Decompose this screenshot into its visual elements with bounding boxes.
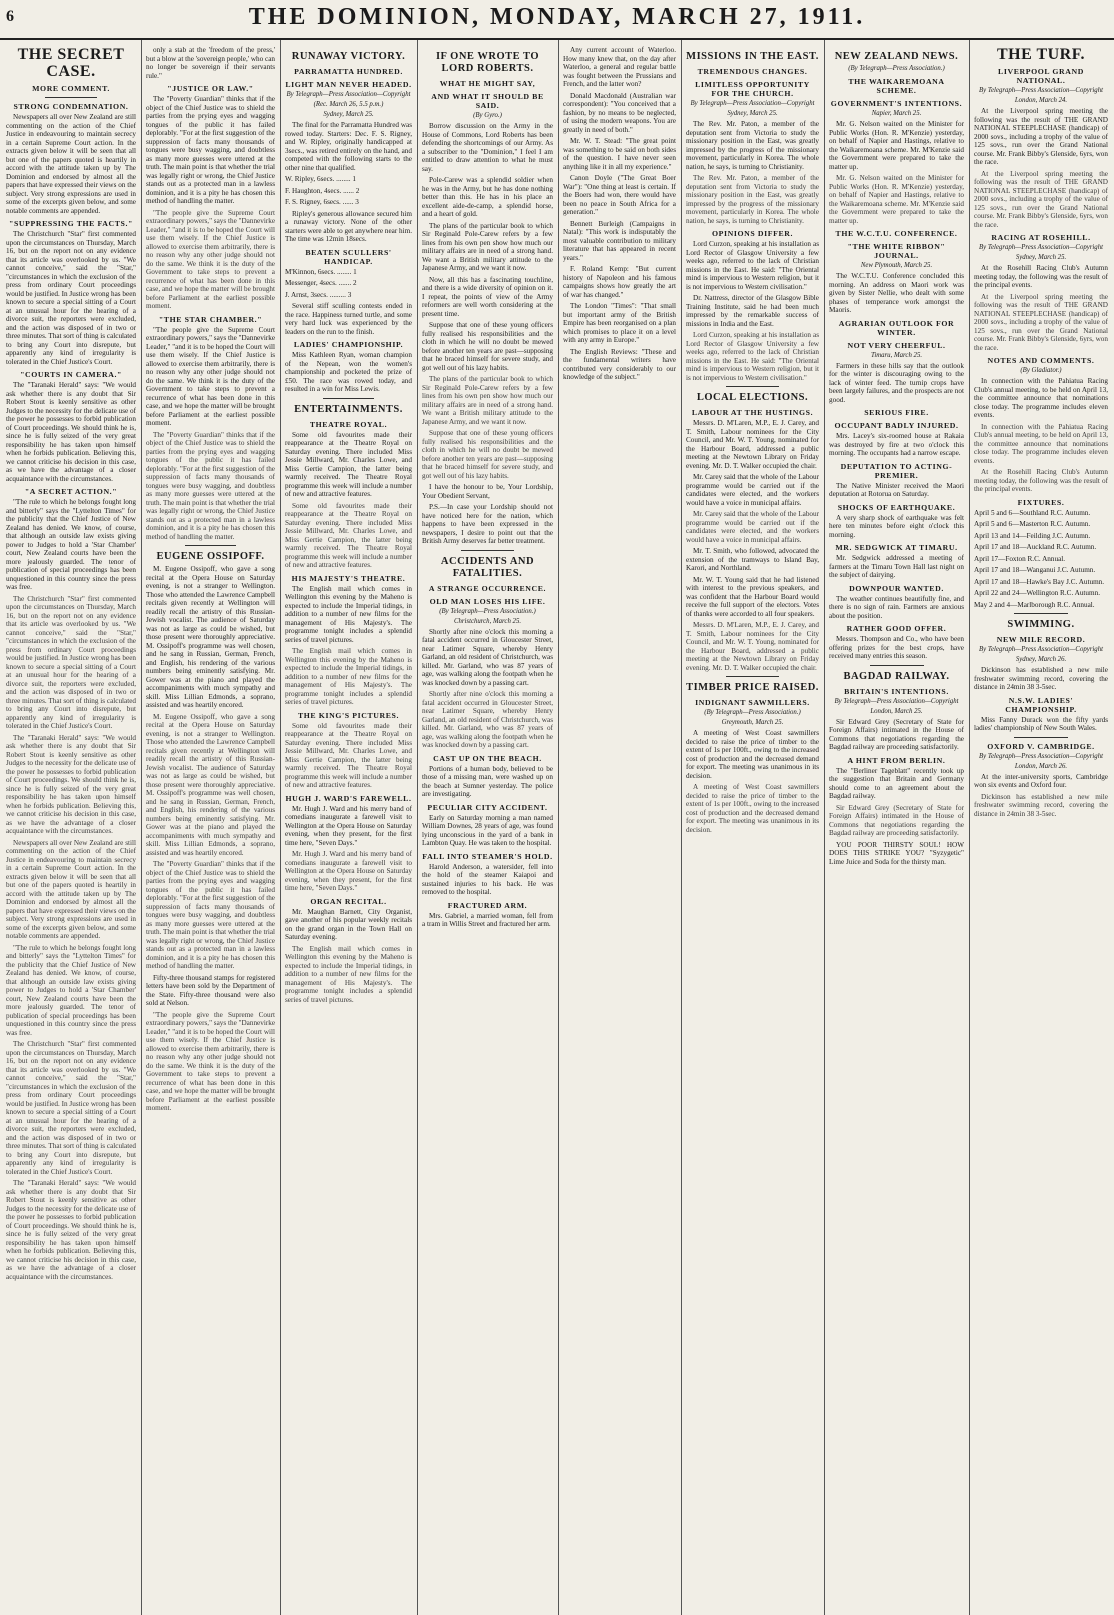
- subheading: RATHER GOOD OFFER.: [846, 624, 947, 633]
- column-1: [6, 46, 136, 1611]
- dateline: London, March 24.: [1014, 97, 1068, 104]
- paragraph: Mr. Sedgwick addressed a meeting of farmers at the Timaru Town Hall last night on the subject of dairying.: [829, 554, 964, 579]
- subheading: SERIOUS FIRE.: [864, 408, 929, 417]
- paragraph: Pole-Carew was a splendid soldier when he was in the Army, but he has done nothing better than this. He has in his place an excellent aide-de-camp, a splendid horse, and a heart of gold.: [422, 176, 553, 218]
- quotation: F. Roland Kemp: "But current history of Napoleon and his famous campaigns shows how greatly the art of war has changed.": [563, 265, 676, 299]
- paragraph: Dr. Nattress, director of the Glasgow Bible Training Institute, said he had been much impressed by the remarkable success of missions in India and the East.: [686, 294, 819, 328]
- subheading: OCCUPANT BADLY INJURED.: [834, 421, 959, 430]
- paragraph: Borrow discussion on the Army in the House of Commons, Lord Roberts has been defending the shortcomings of our Army. As a subscriber to the "Dominion," I feel I am entitled to draw attention to what he must say.: [422, 122, 553, 173]
- column-7: [829, 46, 964, 1611]
- subheading: "THE WHITE RIBBON" JOURNAL.: [847, 242, 946, 260]
- fixture-line: April 17 and 18—Auckland R.C. Autumn.: [974, 543, 1097, 551]
- subheading: CAST UP ON THE BEACH.: [433, 753, 542, 763]
- paragraph: Harold Anderson, a watersider, fell into the hold of the steamer Kaiapoi and sustained injuries to his back. He was removed to the hospital.: [422, 862, 553, 896]
- fixture-line: April 5 and 6—Masterton R.C. Autumn.: [974, 520, 1091, 528]
- paragraph: At the Liverpool spring meeting the following was the result of THE GRAND NATIONAL STEEPLECHASE (handicap) of 2000 sovs., including a trophy of the value of 125 sovs., run over the Grand National course. Mr. Frank Bibby's Glenside, 6yrs, won the race.: [974, 292, 1108, 352]
- paragraph: "The people give the Supreme Court extraordinary powers," says the "Dannevirke Leader," "and it is to be hoped the Court will use them wisely. If the Chief Justice is allowed to exercise them arbitrarily, there is no reason why any other judge should not do the same. We think it is the duty of the Government to take steps to prevent a recurrence of what has been done in this case, and we hope the matter will be brought before Parliament at the earliest possible moment.: [146, 325, 275, 427]
- column-rule: [417, 40, 418, 1615]
- quotation: Bennett Burleigh (Campaigns in Natal): "This work is indisputably the most valuable contribution to military literature that has appeared in recent years.": [563, 219, 676, 262]
- subheading: NEW MILE RECORD.: [996, 635, 1086, 644]
- paragraph: The "Taranaki Herald" says: "We would ask whether there is any doubt that Sir Robert Stout is keenly sensitive as other Judges to the necessity for the delicate use of the power he possesses to forbid publication of Court proceedings. We should think he is, since he is fully seized of the very great responsibility he has taken upon himself when he forbids publication. Believing this, we cannot criticise his decision in this case, as we have the advantage of a closer acquaintance with the circumstances.: [6, 1179, 136, 1281]
- subheading: PECULIAR CITY ACCIDENT.: [427, 802, 548, 812]
- quotation: Donald Macdonald (Australian war correspondent): "You conceived that a fashion, by no means to be neglected, of using the modern weapons. You are greatly in need of both.": [563, 91, 676, 134]
- article-headline: SWIMMING.: [1007, 619, 1075, 630]
- byline: By Telegraph—Press Association—Copyright: [690, 100, 815, 107]
- paragraph: Messrs. D. M'Laren, M.P., E. J. Carey, and T. Smith, Labour nominees for the City Council, and Mr. W. T. Young, nominated for the Harbour Board, addressed a public meeting at the Newtown Library on Friday evening. Mr. D. T. Walker occupied the chair.: [686, 419, 819, 470]
- divider: [323, 398, 374, 399]
- paragraph: "The rule to which he belongs fought long and bitterly" says the "Lyttelton Times" for the publicity that the Chief Justice of New Zealand has denied. We know, of course, that although an outside law exists giving power to Judges to hold a 'Star Chamber' court, New Zealand courts have been the more jealously guarded. The tenor of publication of special proceedings has been unquestioned in this country since the press was free.: [6, 498, 136, 591]
- paragraph: Miss Kathleen Ryan, woman champion of the Nepean, won the women's championship and pocketed the prize of £50. The race was rowed today, and resulted in a win for Miss Lewis.: [285, 351, 412, 393]
- paragraph: Sir Edward Grey (Secretary of State for Foreign Affairs) intimated in the House of Commons that negotiations regarding the Bagdad railway are proceeding satisfactorily.: [829, 803, 964, 837]
- column-rule: [558, 40, 559, 1615]
- paragraph: The "Taranaki Herald" says: "We would ask whether there is any doubt that Sir Robert Stout is keenly sensitive as other Judges to the necessity for the delicate use of the power he possesses to forbid publication of Court proceedings. We should think he is, since he is fully seized of the very great responsibility he has taken upon himself when he forbids publication. Believing this, we cannot criticise his decision in this case, as we have the advantage of a closer acquaintance with the circumstances.: [6, 733, 136, 835]
- paragraph: Suppose that one of these young officers fully realised his responsibilities and the cloth in which he will no doubt be mewed before another ten years are past—supposing that he braced himself for severe study, and got well out of his lazy habits.: [422, 429, 553, 480]
- quotation: Mr. W. T. Stead: "The great point was something to be said on both sides of the question. I have never seen anything like it in all my experience.": [563, 137, 676, 171]
- subheading: FIXTURES.: [1017, 497, 1065, 507]
- column-8: [974, 46, 1108, 1611]
- subheading: SHOCKS OF EARTHQUAKE.: [837, 502, 956, 512]
- subheading: "JUSTICE OR LAW.": [167, 84, 254, 93]
- subheading: N.S.W. LADIES' CHAMPIONSHIP.: [1005, 695, 1077, 714]
- result-line: F. S. Rigney, 6secs. ...... 3: [285, 198, 359, 206]
- quotation: The London "Times": "That small but important army of the British Empire has been reorganised on a plan which promises to place it on a level with any army in Europe.": [563, 302, 676, 344]
- subheading: BRITAIN'S INTENTIONS.: [844, 686, 949, 696]
- paragraph: Mr. Hugh J. Ward and his merry band of comedians inaugurate a farewell visit to Wellington at the Opera House on Saturday evening, when they present, for the first time here, "Seven Days.": [285, 804, 412, 847]
- dateline: London, March 26.: [1014, 762, 1068, 770]
- subheading: AND WHAT IT SHOULD BE SAID.: [431, 92, 544, 110]
- fixture-line: April 13 and 14—Feilding J.C. Autumn.: [974, 531, 1091, 540]
- subheading: "THE STAR CHAMBER.": [158, 314, 263, 324]
- paragraph: Mr. W. T. Young said that he had listened with interest to the previous speakers, and was confident that the Harbour Board would receive the full support of the electors. Votes of thanks were accorded to all four speakers.: [686, 575, 819, 618]
- dateline: Sydney, March 25.: [727, 110, 778, 117]
- subheading: DEPUTATION TO ACTING-PREMIER.: [840, 461, 953, 480]
- paragraph: The "Poverty Guardian" thinks that if the object of the Chief Justice was to shield the parties from the prying eyes and wagging tongues of the public it has failed deplorably. "For at the first suggestion of the suppression of facts many thousands of tongues were busy wagging, and doubtless as many more guesses were uttered at the truth. The main point is that whether the trial was legally right or wrong, the Chief Justice stands out as a protected man in a lawless dominion, and it is a pity he has chosen this method of handling the matter.: [146, 430, 275, 541]
- newspaper-title: THE DOMINION, MONDAY, MARCH 27, 1911.: [248, 4, 866, 30]
- paragraph: Messrs. D. M'Laren, M.P., E. J. Carey, and T. Smith, Labour nominees for the City Council, and Mr. W. T. Young, nominated for the Harbour Board, addressed a public meeting at the Newtown Library on Friday evening. Mr. D. T. Walker occupied the chair.: [686, 621, 819, 672]
- column-rule: [681, 40, 682, 1615]
- article-headline: TIMBER PRICE RAISED.: [686, 682, 819, 693]
- subheading: HIS MAJESTY'S THEATRE.: [291, 573, 406, 583]
- subheading: HUGH J. WARD'S FAREWELL.: [285, 793, 412, 803]
- paragraph: At the Liverpool spring meeting the following was the result of THE GRAND NATIONAL STEEPLECHASE (handicap) of 2000 sovs., including a trophy of the value of 125 sovs., run over the Grand National course. Mr. Frank Bibby's Glenside, 6yrs, won the race.: [974, 107, 1108, 166]
- divider: [1014, 737, 1068, 738]
- paragraph: Lord Curzon, speaking at his installation as Lord Rector of Glasgow University a few weeks ago, referred to the lack of Christian missions in the East. He said: "The Oriental mind is impervious to Western religion, but it is not impervious to Western civilisation.": [686, 331, 819, 382]
- subheading: PARRAMATTA HUNDRED.: [294, 67, 403, 76]
- subheading: STRONG CONDEMNATION.: [13, 102, 129, 111]
- divider: [870, 665, 924, 666]
- byline: (By Telegraph—Press Association.): [848, 65, 945, 72]
- paragraph: Now, all this has a fascinating touchline, and there is a wide diversity of opinion on it. I repeat, the points of view of the Army reformers are well worth considering at the present time.: [422, 275, 553, 318]
- byline: (By Telegraph—Press Association.): [439, 607, 536, 615]
- subheading: BEATEN SCULLERS' HANDICAP.: [305, 247, 392, 266]
- subheading: ORGAN RECITAL.: [310, 896, 387, 906]
- paragraph: The "Poverty Guardian" thinks that if the object of the Chief Justice was to shield the parties from the prying eyes and wagging tongues of the public it has failed deplorably. "For at the first suggestion of the suppression of facts many thousands of tongues were busy wagging, and doubtless as many more guesses were uttered at the truth. The main point is that whether the trial was legally right or wrong, the Chief Justice stands out as a protected man in a lawless dominion, and it is a pity he has chosen this method of handling the matter.: [146, 860, 275, 970]
- paragraph: Ripley's generous allowance secured him a runaway victory. None of the other starters were able to get anywhere near him. The time was 12min 18secs.: [285, 209, 412, 243]
- result-line: W. Ripley, 6secs. ........ 1: [285, 175, 356, 183]
- masthead: [0, 0, 1114, 40]
- column-rule: [824, 40, 825, 1615]
- paragraph: The "Poverty Guardian" thinks that if the object of the Chief Justice was to shield the parties from the prying eyes and wagging tongues of the public it has failed deplorably. "For at the first suggestion of the suppression of facts many thousands of tongues were busy wagging, and doubtless as many more guesses were uttered at the truth. The main point is that whether the trial was legally right or wrong, the Chief Justice stands out as a protected man in a lawless dominion, and it is a pity he has chosen this method of handling the matter.: [146, 95, 275, 205]
- dateline: Sydney, March 25.: [323, 111, 374, 118]
- paragraph: Several stiff sculling contests ended in the race. Happiness turned turtle, and some very hard luck was experienced by the leaders on the run to the finish.: [285, 302, 412, 336]
- subheading: INDIGNANT SAWMILLERS.: [695, 698, 810, 707]
- quotation: The English Reviews: "These and the fundamental writers have contributed very considerably to our knowledge of the subject.": [563, 347, 676, 381]
- paragraph: The "Berliner Tageblatt" recently took up the suggestion that Britain and Germany should come to an agreement about the Bagdad railway.: [829, 766, 964, 800]
- page-number: 6: [6, 8, 14, 25]
- paragraph: Mr. G. Nelson waited on the Minister for Public Works (Hon. R. M'Kenzie) yesterday, on behalf of Napier and Hastings, relative to the Waikaremoana scheme. Mr. M'Kenzie said the Government were prepared to take the matter up.: [829, 120, 964, 171]
- paragraph: M. Eugene Ossipoff, who gave a song recital at the Opera House on Saturday evening, is not a stranger to Wellington. Those who attended the Lawrence Campbell recitals given recently at Wellington will readily recall the artistry of this Russian-Jewish vocalist. The audience of Saturday was not as large as could be wished, but those present were thoroughly appreciative. M. Ossipoff's programme was well chosen, and he sang in Russian, German, French, and English, his rendering of the various numbers being eminently satisfying. Mr. Gower was at the piano and played the accompaniments with much sympathy and skill. Miss Lillian Edmonds, a soprano, assisted and was heartily encored.: [146, 565, 275, 709]
- paragraph: Portions of a human body, believed to be those of a missing man, were washed up on the beach at Sumner yesterday. The police are investigating.: [422, 764, 553, 798]
- subheading: "SUPPRESSING THE FACTS.": [9, 219, 133, 228]
- paragraph: Shortly after nine o'clock this morning a fatal accident occurred in Gloucester Street, near Latimer Square, whereby Henry Garland, an old resident of Christchurch, was killed. Mr. Garland, who was 87 years of age, was walking along the footpath when he was knocked down by a passing cart.: [422, 627, 553, 687]
- paragraph: "The people give the Supreme Court extraordinary powers," says the "Dannevirke Leader," "and it is to be hoped the Court will use them wisely. If the Chief Justice is allowed to exercise them arbitrarily, there is no reason why any other judge should not do the same. We think it is the duty of the Government to take steps to prevent a recurrence of what has been done in this case, and we hope the matter will be brought before Parliament at the earliest possible moment.: [146, 208, 275, 310]
- dateline: Christchurch, March 25.: [453, 617, 522, 625]
- divider: [726, 386, 779, 387]
- article-headline: BAGDAD RAILWAY.: [843, 670, 950, 682]
- subheading: RACING AT ROSEHILL.: [991, 233, 1091, 242]
- paragraph: The English mail which comes in Wellington this evening by the Maheno is expected to include the Imperial tidings, in addition to a number of new films for the management of His Majesty's. The programme tonight includes a splendid series of travel pictures.: [285, 584, 412, 644]
- paragraph: only a stab at the 'freedom of the press,' but a blow at the 'sovereign people,' who can no longer be sovereign if their servants rule.": [146, 46, 275, 80]
- byline: By Telegraph—Press Association—Copyright: [979, 87, 1103, 94]
- dateline: New Plymouth, March 25.: [860, 262, 933, 269]
- paragraph: The W.C.T.U. Conference concluded this morning. An address on Maori work was given by Sister Nellie, who dealt with some phases of temperance work amongst the Maoris.: [829, 272, 964, 314]
- paragraph: A very sharp shock of earthquake was felt here ten minutes before eight o'clock this morning.: [829, 513, 964, 539]
- column-5: [563, 46, 676, 1611]
- paragraph: Newspapers all over New Zealand are still commenting on the action of the Chief Justice in endeavouring to maintain secrecy in a certain Supreme Court action. In the extracts given below it will be seen that all but one of the papers quoted is heartily in accord with the attitude taken up by The Dominion and endorsed by almost all the papers that have expressed their views on the subject. Very strong expressions are used in some of the excerpts given below, and some notable comments are appended.: [6, 113, 136, 215]
- byline: By Telegraph—Press Association—Copyright: [286, 91, 411, 98]
- paragraph: Mr. Carey said that the whole of the Labour programme would be carried out if the candidates were elected, and the workers would have a voice in municipal affairs.: [686, 510, 819, 544]
- fixture-line: April 17—Foxton R.C. Annual.: [974, 554, 1066, 563]
- dateline: Greymouth, March 25.: [721, 719, 784, 726]
- paragraph: Shortly after nine o'clock this morning a fatal accident occurred in Gloucester Street, near Latimer Square, whereby Henry Garland, an old resident of Christchurch, was killed. Mr. Garland, who was 87 years of age, was walking along the footpath when he was knocked down by a passing cart.: [422, 690, 553, 749]
- paragraph: Miss Fanny Durack won the fifty yards ladies' championship of New South Wales.: [974, 715, 1108, 732]
- article-headline: THE SECRET CASE.: [17, 46, 125, 80]
- subheading: MORE COMMENT.: [32, 84, 110, 93]
- paragraph: Mrs. Gabriel, a married woman, fell from a tram in Willis Street and fractured her arm.: [422, 911, 553, 928]
- paragraph: Dickinson has established a new mile freshwater swimming record, covering the distance in 24min 38 3-5sec.: [974, 666, 1108, 691]
- column-3: [285, 46, 412, 1611]
- divider: [45, 97, 97, 98]
- subheading: A HINT FROM BERLIN.: [847, 755, 946, 765]
- fixture-line: April 22 and 24—Wellington R.C. Autumn.: [974, 589, 1100, 597]
- paragraph: Some old favourites made their reappearance at the Theatre Royal on Saturday evening. There included Miss Jessie Millward, Mr. Charles Lowe, and Miss Gertie Campion, the latter being warmly received. The Theatre Royal programme this week will include a number of new and attractive features.: [285, 721, 412, 789]
- fixture-line: April 5 and 6—Southland R.C. Autumn.: [974, 508, 1091, 517]
- subheading: FRACTURED ARM.: [447, 900, 528, 910]
- article-headline: EUGENE OSSIPOFF.: [156, 551, 265, 562]
- subheading: LIMITLESS OPPORTUNITY FOR THE CHURCH.: [695, 80, 810, 98]
- divider: [1014, 613, 1068, 614]
- dateline: Napier, March 25.: [871, 110, 922, 117]
- paragraph: In connection with the Pahiatua Racing Club's annual meeting, to be held on April 13, the committee announce that nominations close today. The programme includes eleven events.: [974, 377, 1108, 419]
- subheading: LIGHT MAN NEVER HEADED.: [285, 80, 412, 89]
- paragraph: The Christchurch "Star" first commented upon the circumstances on Thursday, March 16, but on the report not on any evidence that its article was overlooked by us. "We cannot conceive," said the "Star," "circumstances in which the exclusion of the press from ordinary Court proceedings would be justified. In Justice wrong has been known to secure a special sitting of a Court at an unusual hour for the hearing of a divorce suit, the reporters were excluded, and the action was disposed of in two or three minutes. That sort of thing is calculated to bring any Court into disrepute, but apparently any kind of irregularity is tolerated in the Chief Justice's Court.: [6, 594, 136, 730]
- paragraph: The plans of the particular book to which Sir Reginald Pole-Carew refers by a few lines from his own pen show how much our military affairs are in need of a strong hand. We want a British military attitude to the Japanese Army, and we want it now.: [422, 221, 553, 272]
- subheading: "COURTS IN CAMERA.": [20, 370, 122, 379]
- paragraph: Mr. Carey said that the whole of the Labour programme would be carried out if the candidates were elected, and the workers would have a voice in municipal affairs.: [686, 473, 819, 507]
- subheading: OPINIONS DIFFER.: [711, 229, 794, 238]
- paragraph: The plans of the particular book to which Sir Reginald Pole-Carew refers by a few lines from his own pen show how much our military affairs are in need of a strong hand. We want a British military attitude to the Japanese Army, and we want it now.: [422, 375, 553, 426]
- paragraph: "The people give the Supreme Court extraordinary powers," says the "Dannevirke Leader," "and it is to be hoped the Court will use them wisely. If the Chief Justice is allowed to exercise them arbitrarily, there is no reason why any other judge should not do the same. We think it is the duty of the Government to take steps to prevent a recurrence of what has been done in this case, and we hope the matter will be brought before Parliament at the earliest possible moment.: [146, 1010, 275, 1112]
- paragraph: "The rule to which he belongs fought long and bitterly" says the "Lyttelton Times" for the publicity that the Chief Justice of New Zealand has denied. We know, of course, that although an outside law exists giving power to Judges to hold a 'Star Chamber' court, New Zealand courts have been the more jealously guarded. The tenor of publication of special proceedings has been unquestioned in this country since the press was free.: [6, 943, 136, 1037]
- article-headline: THE TURF.: [996, 46, 1086, 63]
- quotation: Canon Doyle ("The Great Boer War"): "One thing at least is certain. If the Boers had won, there would have been no peace in South Africa for a generation.": [563, 174, 676, 216]
- paragraph: The English mail which comes in Wellington this evening by the Maheno is expected to include the Imperial tidings, in addition to a number of new films for the management of His Majesty's. The programme tonight includes a splendid series of travel pictures.: [285, 647, 412, 706]
- paragraph: Some old favourites made their reappearance at the Theatre Royal on Saturday evening. There included Miss Jessie Millward, Mr. Charles Lowe, and Miss Gertie Campion, the latter being warmly received. The Theatre Royal programme this week will include a number of new and attractive features.: [285, 430, 412, 498]
- byline: By Telegraph—Press Association—Copyright: [979, 646, 1103, 653]
- paragraph: The weather continues beautifully fine, and there is no sign of rain. Farmers are anxious about the position.: [829, 594, 964, 620]
- byline: By Telegraph—Press Association—Copyright: [834, 697, 959, 705]
- paragraph: Early on Saturday morning a man named William Downes, 28 years of age, was found lying unconscious in the yard of a bank in Lambton Quay. He was taken to the hospital.: [422, 813, 553, 847]
- subheading: OXFORD V. CAMBRIDGE.: [987, 741, 1095, 751]
- subheading: "A SECRET ACTION.": [24, 487, 118, 496]
- article-headline: ENTERTAINMENTS.: [294, 403, 403, 415]
- paragraph: The Native Minister received the Maori deputation at Rotorua on Saturday.: [829, 481, 964, 498]
- article-headline: IF ONE WROTE TO LORD ROBERTS.: [435, 51, 540, 74]
- paragraph: Mr. G. Nelson waited on the Minister for Public Works (Hon. R. M'Kenzie) yesterday, on behalf of Napier and Hastings, relative to the Waikaremoana scheme. Mr. M'Kenzie said the Government were prepared to take the matter up.: [829, 174, 964, 225]
- paragraph: Sir Edward Grey (Secretary of State for Foreign Affairs) intimated in the House of Commons that negotiations regarding the Bagdad railway are proceeding satisfactorily.: [829, 717, 964, 751]
- subheading: LIVERPOOL GRAND NATIONAL.: [998, 67, 1084, 85]
- paragraph: A meeting of West Coast sawmillers decided to raise the price of timber to the extent of 1s per 100ft., owing to the increased cost of production and the decreased demand for export. The meeting was unanimous in its decision.: [686, 729, 819, 780]
- paragraph: At the Liverpool spring meeting the following was the result of THE GRAND NATIONAL STEEPLECHASE (handicap) of 2000 sovs., including a trophy of the value of 125 sovs., run over the Grand National course. Mr. Frank Bibby's Glenside, 6yrs, won the race.: [974, 169, 1108, 229]
- byline: (By Telegraph—Press Association.): [704, 709, 801, 716]
- paragraph: Fifty-three thousand stamps for registered letters have been sold by the Department of the State. Fifty-three thousand were also sold at Nelson.: [146, 973, 275, 1007]
- paragraph: The final for the Parramatta Hundred was rowed today. Starters: Dec. F. S. Rigney, and W. Ripley, originally handicapped at 3secs., was retired entirely on the hand, and competed with the following starts to the other nine that qualified.: [285, 121, 412, 172]
- column-rule: [969, 40, 970, 1615]
- dateline: London, March 25.: [870, 707, 923, 715]
- paragraph: I have the honour to be, Your Lordship, Your Obedient Servant,: [422, 483, 553, 500]
- paragraph: The Christchurch "Star" first commented upon the circumstances on Thursday, March 16, but on the report not on any evidence that its article was overlooked by us. "We cannot conceive," said the "Star," "circumstances in which the exclusion of the press from ordinary Court proceedings would be justified. In Justice wrong has been known to secure a special sitting of a Court at an unusual hour for the hearing of a divorce suit, the reporters were excluded, and the action was disposed of in two or three minutes. That sort of thing is calculated to bring any Court into disrepute, but apparently any kind of irregularity is tolerated in the Chief Justice's Court.: [6, 1040, 136, 1176]
- dateline: Timaru, March 25.: [870, 351, 923, 359]
- subheading: THEATRE ROYAL.: [309, 419, 388, 429]
- paragraph: Farmers in these hills say that the outlook for the winter is discouraging owing to the lack of winter feed. The turnip crops have been largely failures, and the prospects are not good.: [829, 361, 964, 404]
- subheading: DOWNPOUR WANTED.: [849, 583, 944, 593]
- fixture-line: May 2 and 4—Marlborough R.C. Annual.: [974, 600, 1095, 609]
- article-headline: MISSIONS IN THE EAST.: [686, 51, 819, 62]
- divider: [461, 550, 513, 551]
- paragraph: The Rev. Mr. Paton, a member of the deputation sent from Victoria to study the missionary position in the East, was greatly impressed by the progress of the missionary movement, particularly in Korea. The whole nation, he says, is turning to Christianity.: [686, 120, 819, 171]
- byline: (By Gyro.): [473, 112, 502, 119]
- subheading: TREMENDOUS CHANGES.: [697, 67, 808, 76]
- fixture-line: April 17 and 18—Hawke's Bay J.C. Autumn.: [974, 577, 1105, 586]
- subheading: GOVERNMENT'S INTENTIONS.: [830, 99, 963, 108]
- paragraph: The "Taranaki Herald" says: "We would ask whether there is any doubt that Sir Robert Stout is keenly sensitive as other Judges to the necessity for the delicate use of the power he possesses to forbid publication of Court proceedings. We should think he is, since he is fully seized of the very great responsibility he has taken upon himself when he forbids publication. Believing this, we cannot criticise his decision in this case, as we have the advantage of a closer acquaintance with the circumstances.: [6, 381, 136, 483]
- paragraph: Mr. Maughan Barnett, City Organist, gave another of his popular weekly recitals on the grand organ in the Town Hall on Saturday evening.: [285, 907, 412, 941]
- paragraph: A meeting of West Coast sawmillers decided to raise the price of timber to the extent of 1s per 100ft., owing to the increased cost of production and the decreased demand for export. The meeting was unanimous in its decision.: [686, 783, 819, 834]
- fixture-line: April 17 and 18—Wanganui J.C. Autumn.: [974, 566, 1096, 574]
- byline: (Rec. March 26, 5.5 p.m.): [313, 101, 384, 108]
- paragraph: At the Rosehill Racing Club's Autumn meeting today, the following was the result of the principal events.: [974, 468, 1108, 493]
- paragraph: Lord Curzon, speaking at his installation as Lord Rector of Glasgow University a few weeks ago, referred to the lack of Christian missions in the East. He said: "The Oriental mind is impervious to Western religion, but it is not impervious to Western civilisation.": [686, 240, 819, 291]
- paragraph: Suppose that one of these young officers fully realised his responsibilities and the cloth in which he will no doubt be mewed before another ten years are past—supposing that he braced himself for severe study, and got well out of his lazy habits.: [422, 321, 553, 372]
- result-line: J. Arnst, 3secs. ......... 3: [285, 290, 352, 299]
- paragraph: Messrs. Thompson and Co., who have been offering prizes for the best crops, have received many entries this season.: [829, 635, 964, 660]
- article-headline: ACCIDENTS AND FATALITIES.: [440, 555, 535, 579]
- byline: (By Gladiator.): [1020, 367, 1062, 374]
- subheading: OLD MAN LOSES HIS LIFE.: [429, 596, 546, 606]
- column-2: [146, 46, 275, 1611]
- result-line: M'Kinnon, 6secs. ........ 1: [285, 267, 357, 276]
- subheading: THE WAIKAREMOANA SCHEME.: [848, 77, 945, 95]
- dateline: Sydney, March 26.: [1015, 656, 1067, 663]
- paragraph: Newspapers all over New Zealand are still commenting on the action of the Chief Justice in endeavouring to maintain secrecy in a certain Supreme Court action. In the extracts given below it will be seen that all but one of the papers quoted is heartily in accord with the attitude taken up by The Dominion and endorsed by almost all the papers that have expressed their views on the subject. Very strong expressions are used in some of the excerpts given below, and some notable comments are appended.: [6, 838, 136, 940]
- byline: By Telegraph—Press Association—Copyright: [979, 752, 1103, 760]
- paragraph: Mr. Hugh J. Ward and his merry band of comedians inaugurate a farewell visit to Wellington at the Opera House on Saturday evening, when they present, for the first time here, "Seven Days.": [285, 850, 412, 892]
- paragraph: The English mail which comes in Wellington this evening by the Maheno is expected to include the Imperial tidings, in addition to a number of new films for the management of His Majesty's. The programme tonight includes a splendid series of travel pictures.: [285, 944, 412, 1004]
- column-rule: [280, 40, 281, 1615]
- subheading: MR. SEDGWICK AT TIMARU.: [835, 543, 958, 552]
- subheading: THE W.C.T.U. CONFERENCE.: [835, 229, 958, 238]
- paragraph: The Christchurch "Star" first commented upon the circumstances on Thursday, March 16, but on the report not on any evidence that its article was overlooked by us. "We cannot conceive," said the "Star," "circumstances in which the exclusion of the press from ordinary Court proceedings would be justified. In Justice wrong has been known to secure a special sitting of a Court at an unusual hour for the hearing of a divorce suit, the reporters were excluded, and the action was disposed of in two or three minutes. That sort of thing is calculated to bring any Court into disrepute, but apparently any kind of irregularity is tolerated in the Chief Justice's Court.: [6, 230, 136, 366]
- subheading: A STRANGE OCCURRENCE.: [428, 583, 547, 593]
- quotation: Any current account of Waterloo. How many knew that, on the day after Waterloo, a general and regular battle was fought between the Prussians and French, and the latter won?: [563, 46, 676, 88]
- column-4: [422, 46, 553, 1611]
- article-headline: RUNAWAY VICTORY.: [291, 51, 406, 62]
- paragraph: M. Eugene Ossipoff, who gave a song recital at the Opera House on Saturday evening, is not a stranger to Wellington. Those who attended the Lawrence Campbell recitals given recently at Wellington will readily recall the artistry of this Russian-Jewish vocalist. The audience of Saturday was not as large as could be wished, but those present were thoroughly appreciative. M. Ossipoff's programme was well chosen, and he sang in Russian, German, French, and English, his rendering of the various numbers being eminently satisfying. Mr. Gower was at the piano and played the accompaniments with much sympathy and skill. Miss Lillian Edmonds, a soprano, assisted and was heartily encored.: [146, 712, 275, 857]
- paragraph: In connection with the Pahiatua Racing Club's annual meeting, to be held on April 13, the committee announce that nominations close today. The programme includes eleven events.: [974, 422, 1108, 465]
- subheading: LABOUR AT THE HUSTINGS.: [691, 408, 814, 417]
- paragraph: Dickinson has established a new mile freshwater swimming record, covering the distance in 24min 38 3-5sec.: [974, 792, 1108, 818]
- paragraph: Mr. T. Smith, who followed, advocated the extension of the tramways to Island Bay, Karori, and Northland.: [686, 547, 819, 572]
- subheading: FALL INTO STEAMER'S HOLD.: [422, 851, 553, 861]
- subheading: WHAT HE MIGHT SAY,: [439, 79, 536, 88]
- subheading: AGRARIAN OUTLOOK FOR WINTER.: [838, 318, 955, 337]
- byline: By Telegraph—Press Association—Copyright: [979, 244, 1103, 251]
- result-line: F. Haughton, 4secs. ...... 2: [285, 186, 360, 195]
- paragraph: At the inter-university sports, Cambridge won six events and Oxford four.: [974, 772, 1108, 789]
- advertisement: YOU POOR THIRSTY SOUL! HOW DOES THIS STRIKE YOU? "Syzygetic" Lime Juice and Soda for the thirsty man.: [829, 840, 964, 866]
- subheading: THE KING'S PICTURES.: [297, 710, 400, 720]
- paragraph: P.S.—In case your Lordship should not have noticed here for the nation, which happens to have been expressed in the newspapers, I desire to point out that the British Army deserves far better treatment.: [422, 503, 553, 545]
- column-6: [686, 46, 819, 1611]
- paragraph: The Rev. Mr. Paton, a member of the deputation sent from Victoria to study the missionary position in the East, was greatly impressed by the progress of the missionary movement, particularly in Korea. The whole nation, he says, is turning to Christianity.: [686, 174, 819, 225]
- article-headline: LOCAL ELECTIONS.: [696, 392, 809, 403]
- column-rule: [141, 40, 142, 1615]
- paragraph: Some old favourites made their reappearance at the Theatre Royal on Saturday evening. There included Miss Jessie Millward, Mr. Charles Lowe, and Miss Gertie Campion, the latter being warmly received. The Theatre Royal programme this week will include a number of new and attractive features.: [285, 501, 412, 569]
- paragraph: Mrs. Lacey's six-roomed house at Rakaia was destroyed by fire at two o'clock this morning. The occupants had a narrow escape.: [829, 432, 964, 457]
- subheading: NOTES AND COMMENTS.: [987, 356, 1095, 365]
- divider: [726, 676, 779, 677]
- divider: [185, 545, 237, 546]
- result-line: Messenger, 4secs. ....... 2: [285, 279, 357, 287]
- subheading: NOT VERY CHEERFUL.: [847, 340, 946, 350]
- article-headline: NEW ZEALAND NEWS.: [834, 51, 959, 62]
- subheading: LADIES' CHAMPIONSHIP.: [293, 340, 404, 349]
- dateline: Sydney, March 25.: [1015, 254, 1067, 261]
- paragraph: At the Rosehill Racing Club's Autumn meeting today, the following was the result of the principal events.: [974, 264, 1108, 289]
